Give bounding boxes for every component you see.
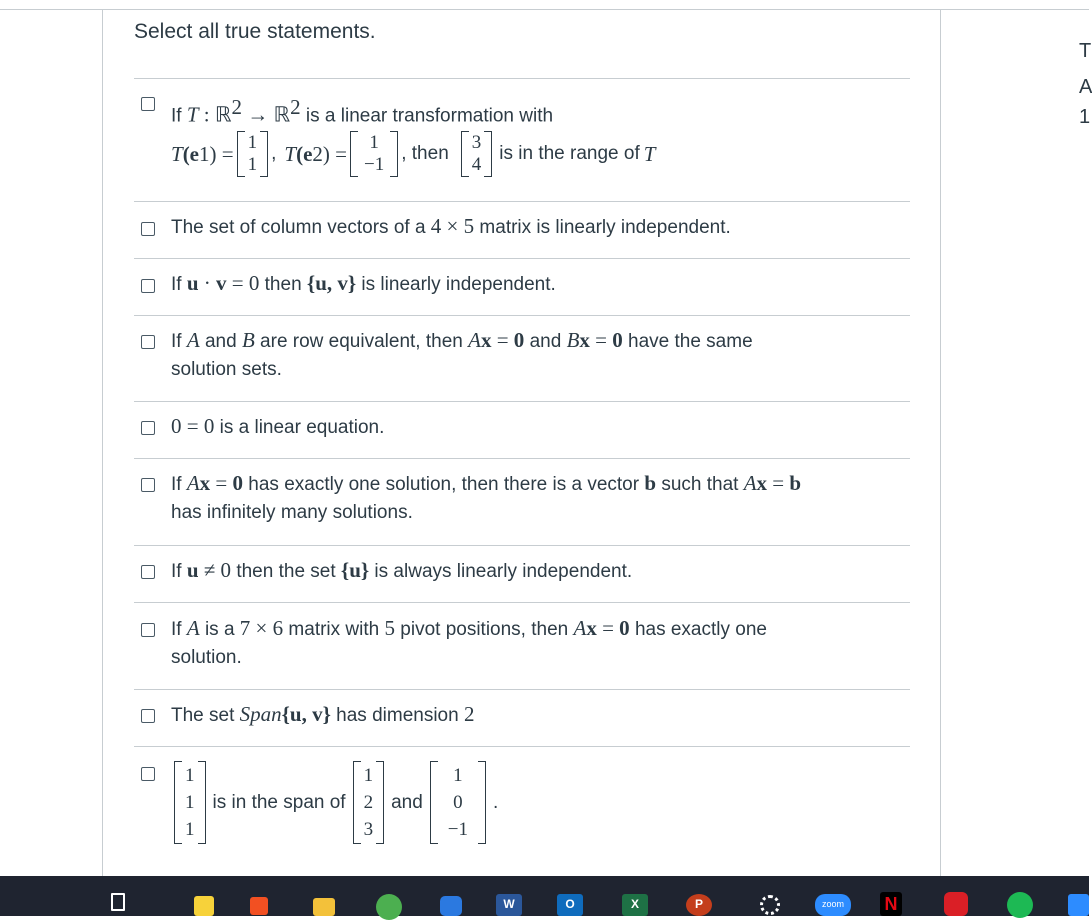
vector-10m1: 1 0 −1	[430, 761, 486, 844]
math-x: x	[480, 328, 492, 352]
answer-2-checkbox[interactable]	[141, 222, 155, 236]
vector-111: 1 1 1	[174, 761, 206, 844]
windows-taskbar	[0, 876, 1089, 916]
answer-7-checkbox[interactable]	[141, 565, 155, 579]
powerpoint-icon[interactable]: P	[686, 894, 712, 916]
answer-option-1[interactable]	[134, 78, 910, 201]
math-T-e1: T	[171, 142, 183, 166]
math-exp: 2	[231, 95, 243, 119]
answer-list	[134, 78, 910, 859]
answer-7-text: If u ≠ 0 then the set {u} is always linearly independent.	[171, 558, 633, 582]
math-T-end: T	[643, 142, 656, 166]
answer-5-checkbox[interactable]	[141, 421, 155, 435]
math-u: u	[186, 271, 199, 295]
answer-8-checkbox[interactable]	[141, 623, 155, 637]
math-zero: 0	[513, 328, 525, 352]
answer-1-line-1	[171, 92, 553, 131]
answer-option-8[interactable]	[134, 602, 910, 689]
answer-4-text-line-2: solution sets.	[171, 359, 282, 380]
answer-option-3[interactable]	[134, 258, 910, 315]
matrix-Te2: 1 −1	[350, 131, 398, 177]
math-arrow: →	[242, 102, 274, 127]
sticky-notes-icon[interactable]	[194, 896, 214, 916]
answer-option-5[interactable]	[134, 401, 910, 458]
math-T: T	[186, 102, 199, 127]
math-e2-sub: 2	[312, 142, 323, 166]
answer-option-10[interactable]	[134, 746, 910, 859]
matrix-34: 3 4	[461, 131, 493, 177]
content-left-border	[102, 10, 103, 876]
math-dims: 4 × 5	[430, 214, 475, 238]
math-colon: :	[198, 102, 215, 127]
math-B-2: B	[566, 328, 580, 352]
math-e1: (e	[182, 142, 200, 166]
math-v: v	[216, 271, 227, 295]
answer-8-text-line-2: solution.	[171, 647, 242, 668]
spotify-icon[interactable]	[1007, 892, 1033, 918]
answer-6-text: If Ax = 0 has exactly one solution, then there is a vector b such that Ax = b	[171, 471, 802, 495]
answer-option-2[interactable]	[134, 201, 910, 258]
answer-option-9[interactable]	[134, 689, 910, 746]
store-icon[interactable]	[250, 897, 268, 915]
answer-1-line-2	[171, 131, 655, 177]
chrome-icon[interactable]	[376, 894, 402, 920]
answer-4-text: If A and B are row equivalent, then Ax = 0 and Bx = 0 have the same	[171, 328, 753, 352]
math-A: A	[186, 328, 200, 352]
answer-6-checkbox[interactable]	[141, 478, 155, 492]
answer-9-checkbox[interactable]	[141, 709, 155, 723]
math-R2: ℝ	[273, 102, 291, 127]
math-R: ℝ	[214, 102, 232, 127]
comma: ,	[271, 143, 277, 164]
right-panel-char-1: T	[1079, 40, 1092, 62]
range-text: is in the range of	[499, 143, 640, 164]
question-prompt: Select all true statements.	[134, 20, 376, 43]
math-span: Span	[239, 702, 282, 726]
math-eq-2: ) =	[322, 142, 347, 166]
answer-option-6[interactable]	[134, 458, 910, 545]
answer-option-7[interactable]	[134, 545, 910, 602]
netflix-icon[interactable]: N	[880, 892, 902, 916]
answer-10-text: 1 1 1 is in the span of 1 2 3 and 1 0 −1 .	[171, 761, 498, 844]
math-eq0: = 0	[226, 271, 260, 295]
math-x-2: x	[579, 328, 590, 352]
answer-1-text: If	[171, 105, 187, 127]
creative-cloud-icon[interactable]	[944, 892, 968, 916]
answer-5-text: 0 = 0 is a linear equation.	[171, 414, 385, 438]
word-icon[interactable]: W	[496, 894, 522, 916]
math-set-uv: {u, v}	[306, 271, 357, 295]
answer-1-checkbox[interactable]	[141, 97, 155, 111]
right-panel-char-3: 1	[1079, 106, 1091, 128]
then-text: , then	[401, 143, 449, 164]
math-b: b	[644, 471, 657, 495]
photos-icon[interactable]	[1068, 894, 1089, 916]
math-A-2: A	[468, 328, 481, 352]
excel-icon[interactable]: X	[622, 894, 648, 916]
file-explorer-icon[interactable]	[313, 898, 335, 916]
math-0eq0: 0 = 0	[171, 414, 215, 438]
math-e2: (e	[296, 142, 313, 166]
answer-3-checkbox[interactable]	[141, 279, 155, 293]
task-view-icon[interactable]	[111, 893, 125, 911]
answer-1-text-b: is a linear transformation with	[300, 105, 554, 127]
answer-8-text: If A is a 7 × 6 matrix with 5 pivot positions, then Ax = 0 has exactly one	[171, 616, 767, 640]
math-zero-2: 0	[612, 328, 623, 352]
answer-3-text: If u · v = 0 then {u, v} is linearly independent.	[171, 271, 556, 295]
math-B: B	[241, 328, 255, 352]
math-dot: ·	[198, 271, 217, 295]
answer-6-text-line-2: has infinitely many solutions.	[171, 502, 413, 523]
answer-10-checkbox[interactable]	[141, 767, 155, 781]
math-e1-sub: 1	[199, 142, 210, 166]
zoom-icon[interactable]: zoom	[815, 894, 851, 916]
content-right-border	[940, 10, 941, 876]
settings-icon[interactable]	[760, 895, 780, 915]
question-panel	[134, 10, 940, 876]
math-T-e2: T	[284, 142, 297, 166]
answer-9-text: The set Span{u, v} has dimension 2	[171, 702, 475, 726]
vector-123: 1 2 3	[353, 761, 385, 844]
answer-2-text: The set of column vectors of a 4 × 5 matrix is linearly independent.	[171, 214, 731, 238]
right-panel-char-2: A	[1079, 76, 1092, 98]
answer-option-4[interactable]	[134, 315, 910, 401]
app-icon[interactable]	[440, 896, 462, 916]
math-eq: ) =	[209, 142, 234, 166]
math-exp2: 2	[290, 95, 301, 119]
outlook-icon[interactable]: O	[557, 894, 583, 916]
left-gutter	[0, 10, 102, 876]
answer-4-checkbox[interactable]	[141, 335, 155, 349]
matrix-Te1: 1 1	[237, 131, 269, 177]
